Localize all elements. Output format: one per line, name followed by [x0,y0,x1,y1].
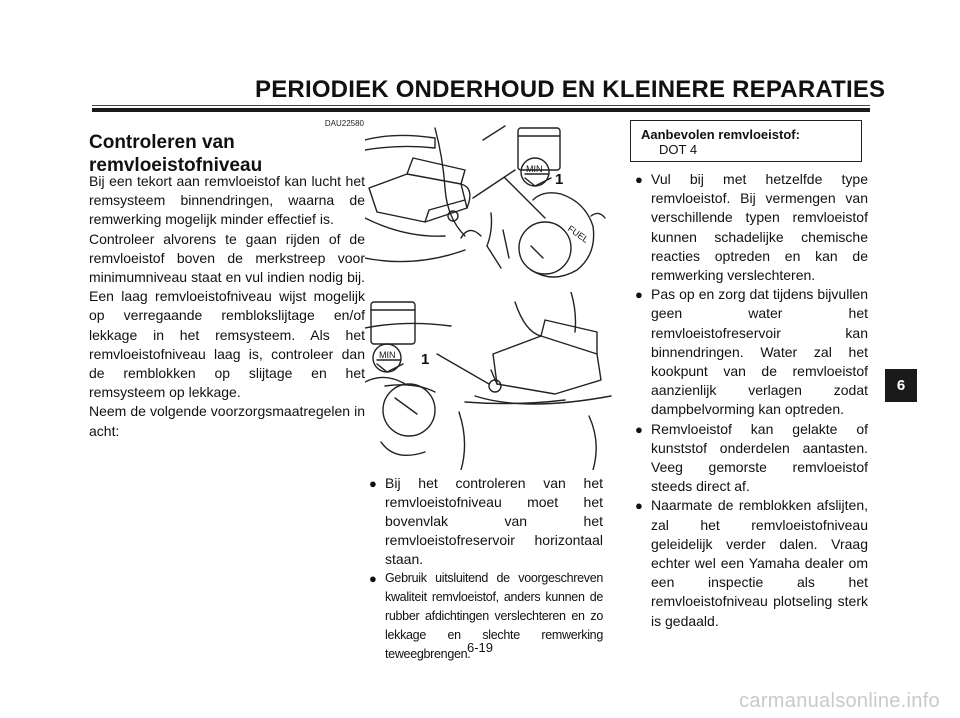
bullet-icon: ● [635,498,643,514]
min-mark-label: MIN [526,164,543,174]
list-item-text: Remvloeistof kan gelakte of kunststof onderdelen aantasten. Veeg gemorste remvloeistof steeds direct af. [651,420,868,495]
bullet-icon: ● [635,421,643,437]
chapter-tab[interactable]: 6 [885,369,917,402]
page-number: 6-19 [466,640,494,655]
list-item-text: Naarmate de remblokken afslijten, zal het remvloeistofniveau geleidelijk verder dalen. Vraag echter wel een Yamaha dealer om een inspectie als het remvloeistofniveau plotseling sterk is gedaald. [651,497,868,629]
list-item-text: Vul bij met hetzelfde type remvloeistof. Bij vermengen van verschillende typen remvloeistof kunnen schadelijke chemische reacties optreden en kan de remwerking verslechteren. [651,171,868,284]
list-item [635,420,868,497]
callout-number-top: 1 [555,171,564,188]
bullet-icon: ● [369,571,377,586]
min-mark-label: MIN [379,350,396,360]
list-item [635,496,868,630]
fuel-gauge-label: FUEL [565,223,591,245]
body-paragraph: Neem de volgende voorzorgsmaatregelen in acht: [89,403,365,439]
recommended-fluid-box [630,120,862,162]
list-item [369,474,603,569]
recommended-fluid-value: DOT 4 [659,142,698,157]
list-item-text: Bij het controleren van het remvloeistofniveau moet het bovenvlak van het remvloeistofreservoir horizontaal staan. [385,475,603,567]
header-rule-thin [92,105,870,106]
page-header-title: PERIODIEK ONDERHOUD EN KLEINERE REPARATIES [255,76,886,103]
body-paragraph: Controleer alvorens te gaan rijden of de remvloeistof boven de merkstreep voor minimumniveau staat en vul indien nodig bij. Een laag remvloeistofniveau wijst mogelijk op verregaande remblokslijtage en/of lekkage in het remsysteem. Als het remvloeistofniveau laag is, controleer dan de remblokken op slijtage en het remsysteem op lekkage. [89,230,365,401]
bullet-icon: ● [369,476,377,491]
section-title [89,131,369,177]
reservoir-illustration-bottom [365,292,612,470]
body-paragraph: Bij een tekort aan remvloeistof kan lucht het remsysteem binnendringen, waarna de remwerking mogelijk minder effectief is. [89,173,365,228]
list-item [635,285,868,419]
bullet-icon: ● [635,287,643,303]
section-body [89,172,365,441]
precaution-list-right [635,170,868,631]
recommended-fluid-title: Aanbevolen remvloeistof: [641,127,800,142]
watermark-text: carmanualsonline.info [739,690,940,712]
bullet-icon: ● [635,172,643,187]
list-item [635,170,868,285]
section-title-line2: remvloeistofniveau [89,155,263,176]
header-rule-thick [92,108,870,112]
section-title-line1: Controleren van [89,132,235,153]
callout-number-bottom: 1 [421,351,430,368]
list-item-text: Pas op en zorg dat tijdens bijvullen geen water het remvloeistofreservoir kan binnendringen. Water zal het kookpunt van de remvloeistof aanzienlijk verlagen zodat dampbelvorming kan optreden. [651,286,868,418]
precaution-list-middle [369,474,603,664]
list-item-text: Gebruik uitsluitend de voorgeschreven kwaliteit remvloeistof, anders kunnen de rubber afdichtingen verslechteren en zo lekkage en slechte remwerking teweegbrengen. [385,571,603,661]
document-code: DAU22580 [324,119,364,128]
reservoir-illustration-top [365,118,612,291]
